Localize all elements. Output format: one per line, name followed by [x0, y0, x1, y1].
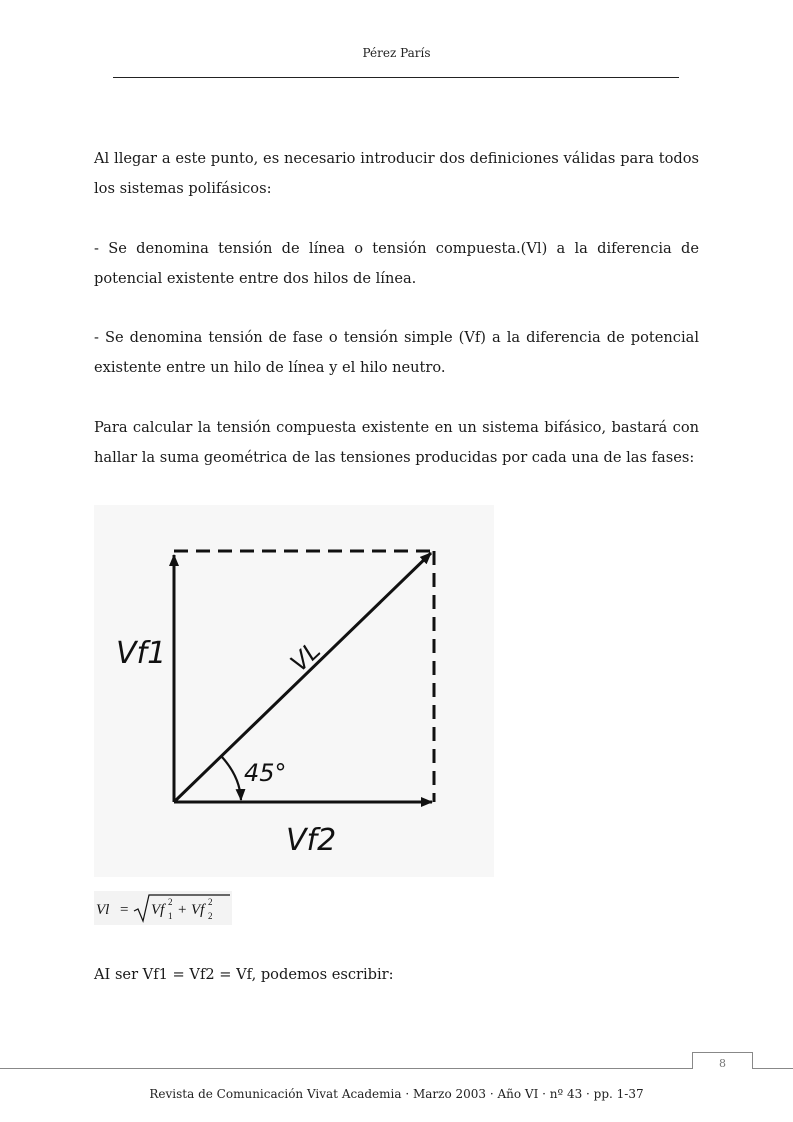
- paragraph-equal-phases: AI ser Vf1 = Vf2 = Vf, podemos escribir:: [94, 966, 394, 983]
- label-vf1: Vf1: [116, 636, 167, 671]
- phasor-diagram: [94, 505, 494, 877]
- formula-term2-sub: 2: [208, 911, 213, 921]
- phasor-diagram-svg: [94, 505, 494, 877]
- formula-svg: [94, 891, 232, 925]
- formula-term2: Vf: [191, 902, 205, 918]
- page-number: 8: [719, 1057, 726, 1070]
- label-vf2: Vf2: [286, 823, 337, 858]
- label-vl: VL: [284, 636, 326, 678]
- paragraph-intro: Al llegar a este punto, es necesario introducir dos definiciones válidas para todos los sistemas polifásicos:: [94, 150, 699, 197]
- running-header: Pérez París: [362, 46, 431, 60]
- paragraph-phase-voltage-definition: - Se denomina tensión de fase o tensión simple (Vf) a la diferencia de potencial existente entre un hilo de línea y el hilo neutro.: [94, 329, 699, 376]
- formula-term1: Vf: [151, 902, 165, 918]
- page-number-box: [692, 1052, 753, 1069]
- line-voltage-formula: [94, 891, 232, 925]
- vl-vector: [174, 553, 431, 802]
- footer-divider-left: [0, 1068, 692, 1069]
- formula-plus: +: [178, 902, 187, 918]
- formula-lhs: Vl: [96, 902, 110, 918]
- formula-term1-sub: 1: [168, 911, 173, 921]
- label-angle: 45°: [244, 759, 287, 787]
- header-divider: [113, 77, 679, 78]
- footer-divider-right: [752, 1068, 793, 1069]
- formula-equals: =: [120, 902, 129, 918]
- paragraph-biphasic-calculation: Para calcular la tensión compuesta existente en un sistema bifásico, bastará con hallar la suma geométrica de las tensiones producidas por cada una de las fases:: [94, 419, 699, 466]
- angle-arc: [222, 757, 241, 800]
- footer-citation: Revista de Comunicación Vivat Academia · Marzo 2003 · Año VI · nº 43 · pp. 1-37: [149, 1087, 644, 1101]
- paragraph-line-voltage-definition: - Se denomina tensión de línea o tensión compuesta.(Vl) a la diferencia de potencial existente entre dos hilos de línea.: [94, 240, 699, 287]
- formula-term2-sup: 2: [208, 897, 213, 907]
- formula-term1-sup: 2: [168, 897, 173, 907]
